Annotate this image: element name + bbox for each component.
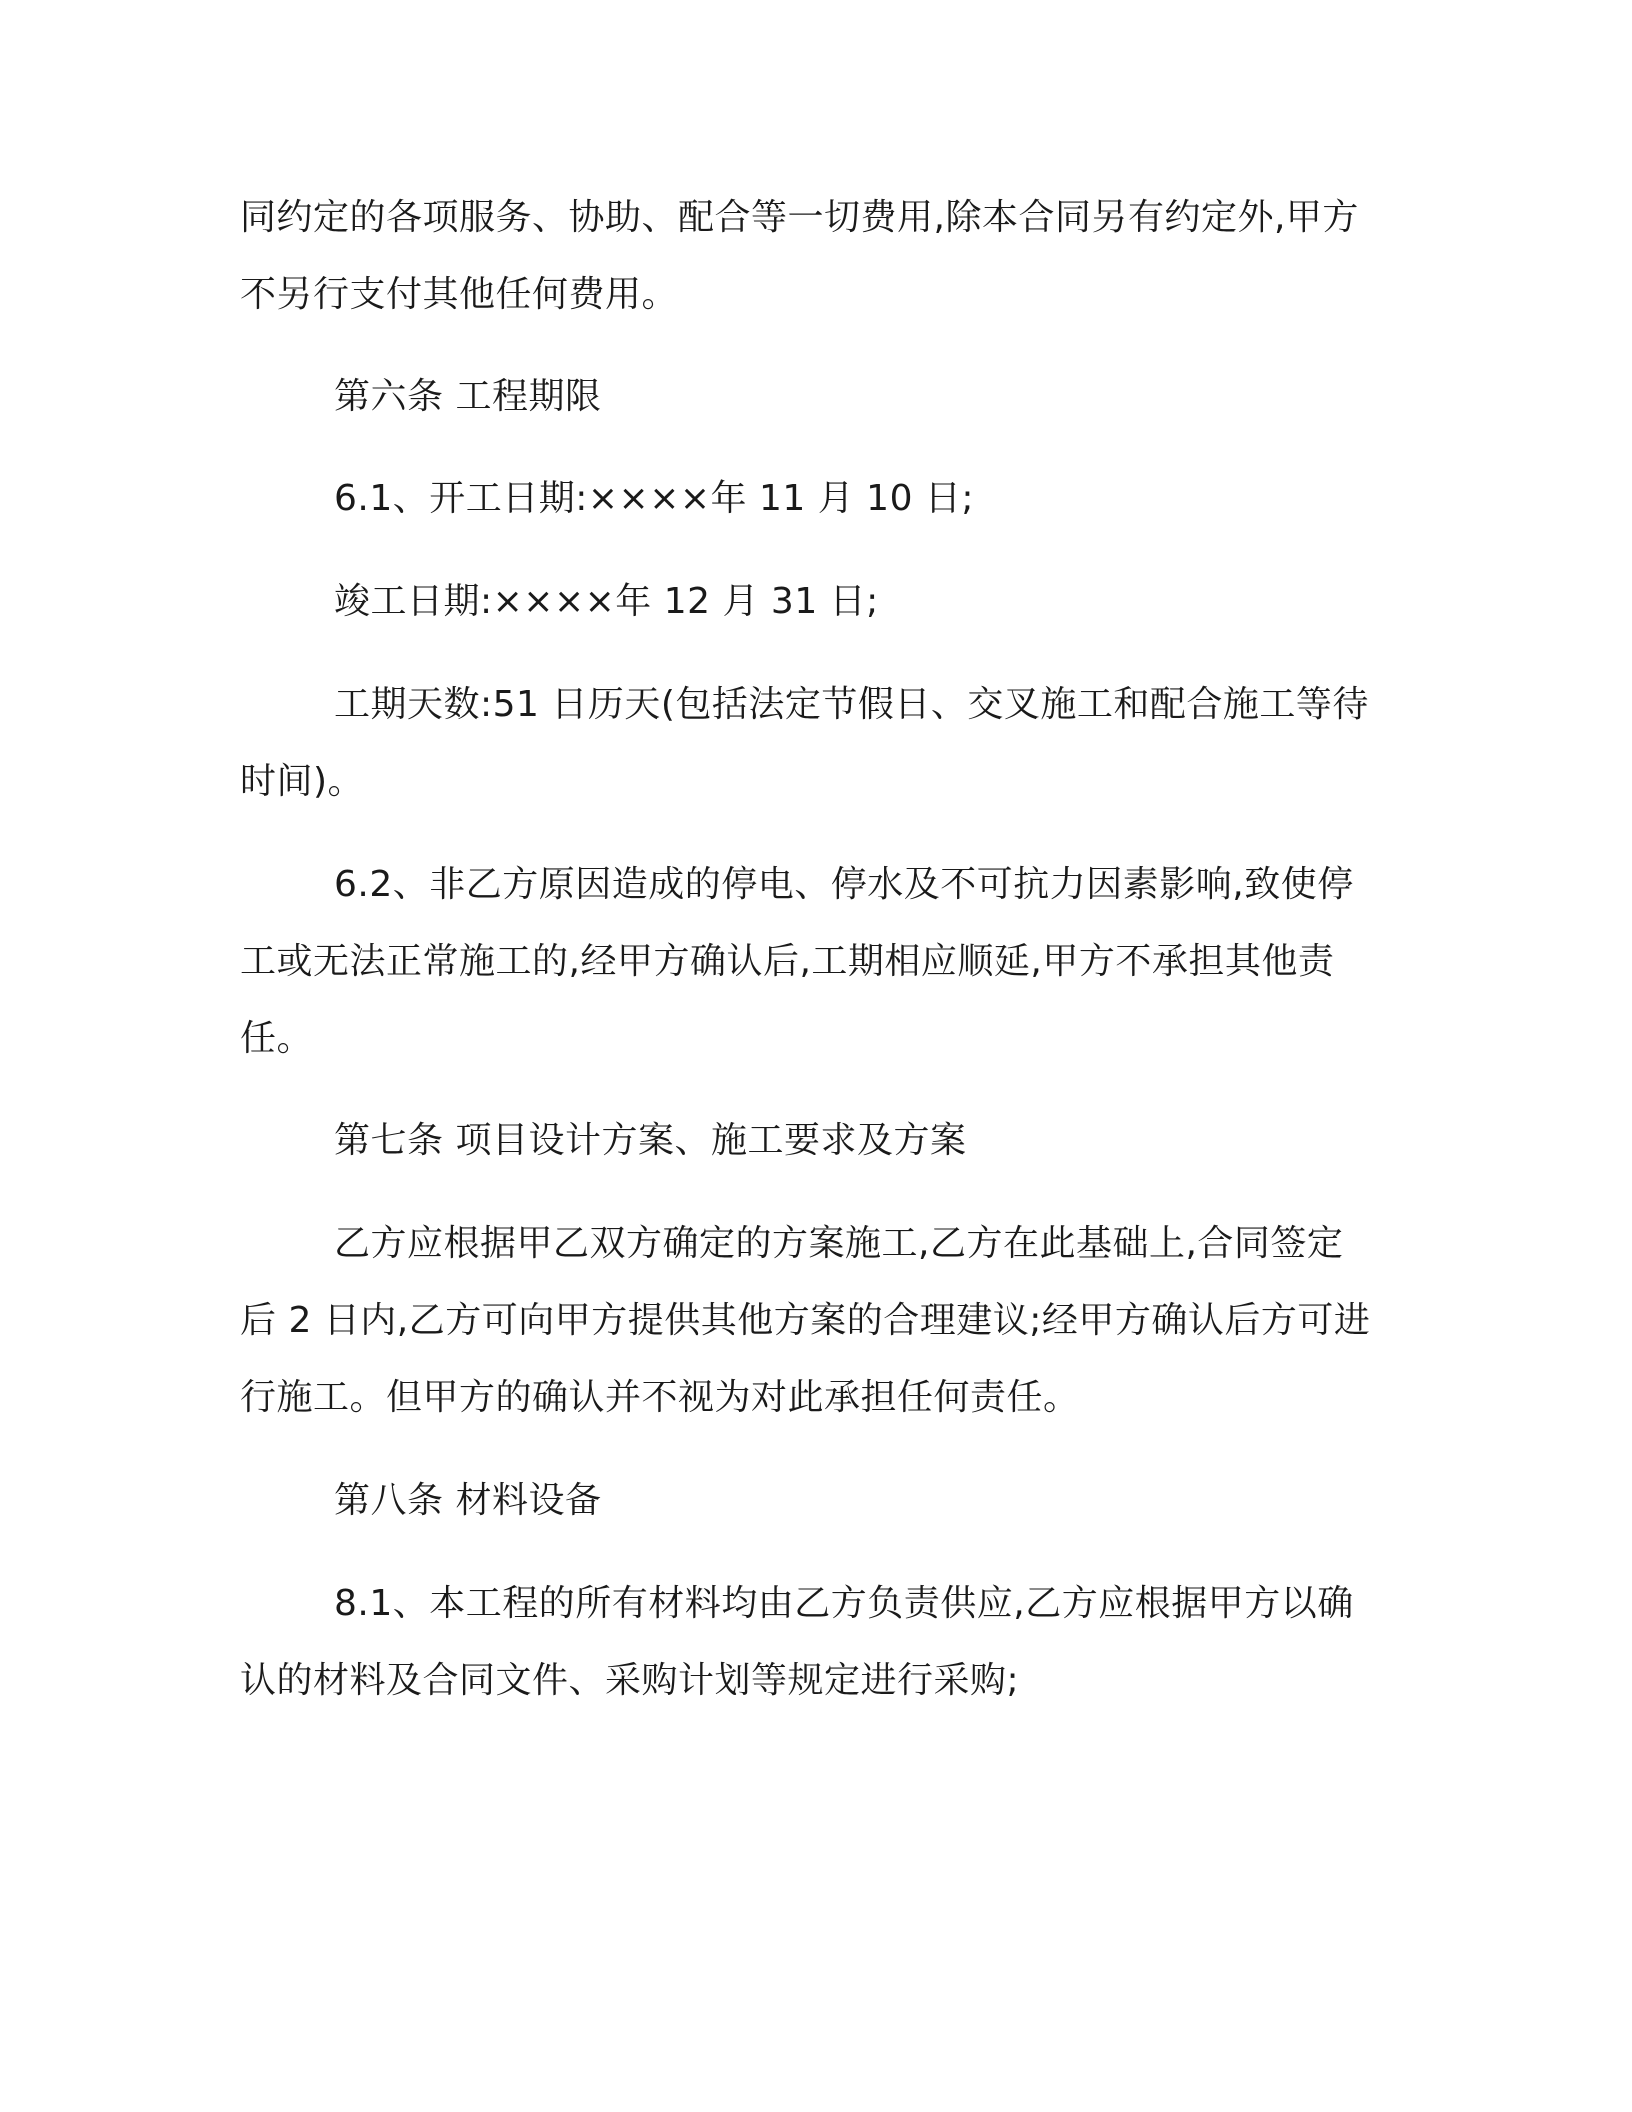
text-line: 竣工日期:××××年 12 月 31 日;: [334, 581, 879, 622]
text-line: 后 2 日内,乙方可向甲方提供其他方案的合理建议;经甲方确认后方可进: [240, 1300, 1371, 1341]
text-line: 认的材料及合同文件、采购计划等规定进行采购;: [240, 1660, 1020, 1701]
text-line: 工或无法正常施工的,经甲方确认后,工期相应顺延,甲方不承担其他责: [240, 941, 1335, 982]
text-line: 同约定的各项服务、协助、配合等一切费用,除本合同另有约定外,甲方: [240, 197, 1359, 238]
text-line: 工期天数:51 日历天(包括法定节假日、交叉施工和配合施工等待: [334, 684, 1369, 725]
text-line: 行施工。但甲方的确认并不视为对此承担任何责任。: [240, 1377, 1080, 1418]
section-heading: 第七条 项目设计方案、施工要求及方案: [334, 1120, 967, 1161]
text-line: 8.1、本工程的所有材料均由乙方负责供应,乙方应根据甲方以确: [334, 1583, 1354, 1624]
section-heading: 第八条 材料设备: [334, 1480, 602, 1521]
text-line: 任。: [240, 1018, 314, 1059]
text-line: 6.2、非乙方原因造成的停电、停水及不可抗力因素影响,致使停: [334, 864, 1354, 905]
text-line: 不另行支付其他任何费用。: [240, 274, 679, 315]
text-line: 6.1、开工日期:××××年 11 月 10 日;: [334, 478, 975, 519]
section-heading: 第六条 工程期限: [334, 376, 602, 417]
text-line: 乙方应根据甲乙双方确定的方案施工,乙方在此基础上,合同签定: [334, 1223, 1344, 1264]
text-line: 时间)。: [240, 761, 365, 802]
